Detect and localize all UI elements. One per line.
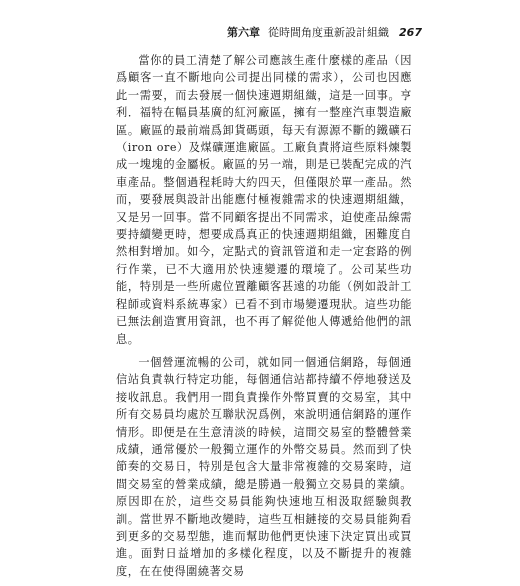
paragraph-2: 一個營運流暢的公司，就如同一個通信網路，每個通信站負責執行特定功能，每個通信站都持續不停地發送及接收訊息。我們用一間負責操作外幣買賣的交易室，其中所有交易員均處於互聯狀況爲例，來說明通信網路的運作情形。即便是在生意清淡的時候，這間交易室的整體營業成績，通常優於一般獨立運作的外幣交易員。然而到了快節奏的交易日，特別是包含大量非常複雜的交易案時，這間交易室的營業成績，總是勝過一般獨立交易員的業績。原因即在於，這些交易員能夠快速地互相汲取經驗與教訓。當世界不斷地改變時，這些互相鏈接的交易員能夠看到更多的交易型態，進而幫助他們更快速下決定買出或買進。面對日益增加的多樣化程度，以及不斷提升的複雜度，在在使得圍繞著交易 (116, 355, 412, 578)
running-header (227, 26, 422, 40)
paragraph-1: 當你的員工清楚了解公司應該生產什麼樣的產品（因爲顧客一直不斷地向公司提出同樣的需求），公司也因應此一需要，而去發展一個快速週期組織，這是一回事。亨利．福特在幅員基廣的紅河廠區，擁有一整座汽車製造廠區。廠區的最前端爲卸貨碼頭，每天有源源不斷的鐵礦石（iron ore）及煤礦運進廠區。工廠負責將這些原料煉製成一塊塊的金屬板。廠區的另一端，則是已裝配完成的汽車產品。整個過程耗時大約四天，但僅限於單一產品。然而，要發展與設計出能應付極複雜需求的快速週期組織，又是另一回事。當不同顧客提出不同需求，迫使產品線需要持續變更時，想要成爲真正的快速週期組織，困難度自然相對增加。如今，定點式的資訊管道和走一定套路的例行作業，已不大適用於快速變遷的環境了。公司某些功能，特別是一些所處位置離顧客甚遠的功能（例如設計工程師或資料系統專家）已看不到市場變遷現狀。這些功能已無法創造實用資訊，也不再了解從他人傳遞給他們的訊息。 (116, 54, 412, 346)
page-number: 267 (399, 26, 422, 39)
body-text (116, 52, 412, 586)
chapter-label: 第六章 (227, 26, 261, 39)
section-title: 從時間角度重新設計組織 (268, 26, 390, 39)
